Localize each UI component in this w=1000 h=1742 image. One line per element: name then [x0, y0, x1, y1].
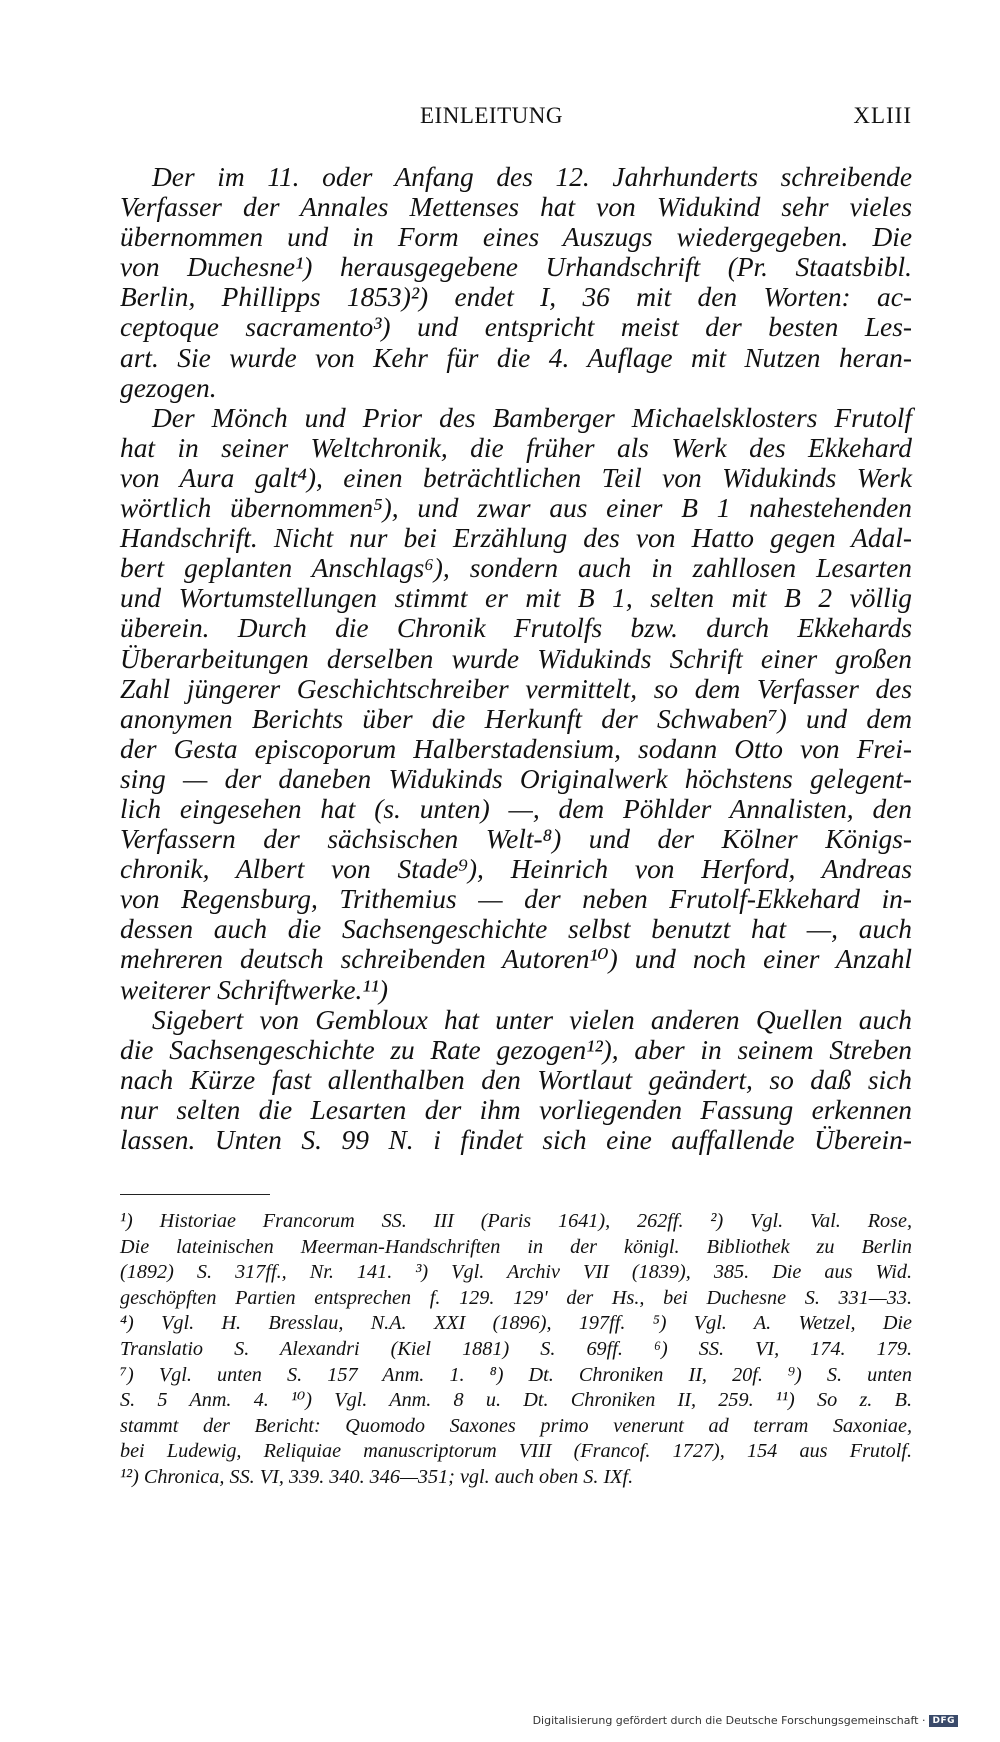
page-number: XLIII: [853, 103, 912, 128]
footnote-line: stammt der Bericht: Quomodo Saxones primo venerunt ad terram Saxoniae,: [120, 1414, 912, 1437]
text-line: lassen. Unten S. 99 N. i findet sich eine auffallende Überein-: [120, 1125, 912, 1155]
running-header: [120, 103, 912, 139]
text-line: der Gesta episcoporum Halberstadensium, sodann Otto von Frei-: [120, 733, 912, 764]
text-line: ceptoque sacramento³) und entspricht meist der besten Les-: [120, 312, 912, 343]
text-line: Der im 11. oder Anfang des 12. Jahrhunderts schreibende: [152, 162, 912, 192]
dfg-logo: DFG: [929, 1715, 958, 1727]
text-line: nur selten die Lesarten der ihm vorliegenden Fassung erkennen: [120, 1094, 912, 1125]
text-line: bert geplanten Anschlags⁶), sondern auch in zahllosen Lesarten: [120, 553, 912, 584]
footnote-line: (1892) S. 317ff., Nr. 141. ³) Vgl. Archiv VII (1839), 385. Die aus Wid.: [120, 1261, 912, 1284]
text-line: Zahl jüngerer Geschichtschreiber vermittelt, so dem Verfasser des: [120, 673, 912, 704]
text-line: Überarbeitungen derselben wurde Widukinds Schrift einer großen: [120, 643, 912, 674]
text-line: gezogen.: [120, 372, 217, 403]
text-line: und Wortumstellungen stimmt er mit B 1, selten mit B 2 völlig: [120, 583, 912, 614]
digitization-credit: [533, 1714, 958, 1727]
text-line: von Aura galt⁴), einen beträchtlichen Teil von Widukinds Werk: [120, 462, 912, 493]
text-line: die Sachsengeschichte zu Rate gezogen¹²), aber in seinem Streben: [120, 1034, 912, 1065]
footnote-line: Translatio S. Alexandri (Kiel 1881) S. 69ff. ⁶) SS. VI, 174. 179.: [120, 1337, 912, 1360]
text-line: Der Mönch und Prior des Bamberger Michaelsklosters Frutolf: [152, 402, 912, 433]
header-title: EINLEITUNG: [420, 103, 563, 128]
text-line: hat in seiner Weltchronik, die früher als Werk des Ekkehard: [120, 432, 912, 463]
footnote-line: ⁴) Vgl. H. Bresslau, N.A. XXI (1896), 197ff. ⁵) Vgl. A. Wetzel, Die: [120, 1312, 912, 1335]
text-line: mehreren deutsch schreibenden Autoren¹⁰) und noch einer Anzahl: [120, 944, 912, 975]
text-line: überein. Durch die Chronik Frutolfs bzw. durch Ekkehards: [120, 613, 912, 644]
text-line: von Duchesne¹) herausgegebene Urhandschrift (Pr. Staatsbibl.: [120, 252, 912, 283]
text-line: von Regensburg, Trithemius — der neben Frutolf-Ekkehard in-: [120, 884, 912, 915]
text-line: dessen auch die Sachsengeschichte selbst benutzt hat —, auch: [120, 914, 912, 945]
footnote-line: ¹²) Chronica, SS. VI, 339. 340. 346—351; vgl. auch oben S. IXf.: [120, 1465, 634, 1488]
text-line: übernommen und in Form eines Auszugs wiedergegeben. Die: [120, 222, 912, 253]
text-line: weiterer Schriftwerke.¹¹): [120, 974, 388, 1005]
footnotes: [120, 1209, 912, 1491]
footnote-line: geschöpften Partien entsprechen f. 129. 129' der Hs., bei Duchesne S. 331—33.: [120, 1286, 912, 1309]
text-line: chronik, Albert von Stade⁹), Heinrich von Herford, Andreas: [120, 854, 912, 885]
text-line: Verfassern der sächsischen Welt-⁸) und der Kölner Königs-: [120, 824, 912, 855]
text-line: art. Sie wurde von Kehr für die 4. Auflage mit Nutzen heran-: [120, 342, 912, 373]
text-line: wörtlich übernommen⁵), und zwar aus einer B 1 nahestehenden: [120, 493, 912, 524]
text-line: nach Kürze fast allenthalben den Wortlaut geändert, so daß sich: [120, 1064, 912, 1095]
text-line: lich eingesehen hat (s. unten) —, dem Pöhlder Annalisten, den: [120, 793, 912, 824]
text-line: anonymen Berichts über die Herkunft der Schwaben⁷) und dem: [120, 703, 912, 734]
text-line: sing — der daneben Widukinds Originalwerk höchstens gelegent-: [120, 763, 912, 794]
text-line: Verfasser der Annales Mettenses hat von Widukind sehr vieles: [120, 192, 912, 223]
footnote-line: Die lateinischen Meerman-Handschriften in der königl. Bibliothek zu Berlin: [120, 1235, 912, 1258]
credit-text: Digitalisierung gefördert durch die Deutsche Forschungsgemeinschaft ·: [532, 1714, 926, 1727]
footnote-line: ¹) Historiae Francorum SS. III (Paris 1641), 262ff. ²) Vgl. Val. Rose,: [120, 1210, 912, 1232]
text-line: Handschrift. Nicht nur bei Erzählung des von Hatto gegen Adal-: [120, 523, 912, 554]
footnote-line: S. 5 Anm. 4. ¹⁰) Vgl. Anm. 8 u. Dt. Chroniken II, 259. ¹¹) So z. B.: [120, 1389, 912, 1412]
text-line: Sigebert von Gembloux hat unter vielen anderen Quellen auch: [152, 1004, 912, 1035]
footnote-rule: [120, 1194, 270, 1195]
text-line: Berlin, Phillipps 1853)²) endet I, 36 mit den Worten: ac-: [120, 282, 912, 313]
body-text: [120, 162, 912, 1155]
footnote-line: ⁷) Vgl. unten S. 157 Anm. 1. ⁸) Dt. Chroniken II, 20f. ⁹) S. unten: [120, 1363, 912, 1386]
footnote-line: bei Ludewig, Reliquiae manuscriptorum VIII (Francof. 1727), 154 aus Frutolf.: [120, 1440, 912, 1463]
